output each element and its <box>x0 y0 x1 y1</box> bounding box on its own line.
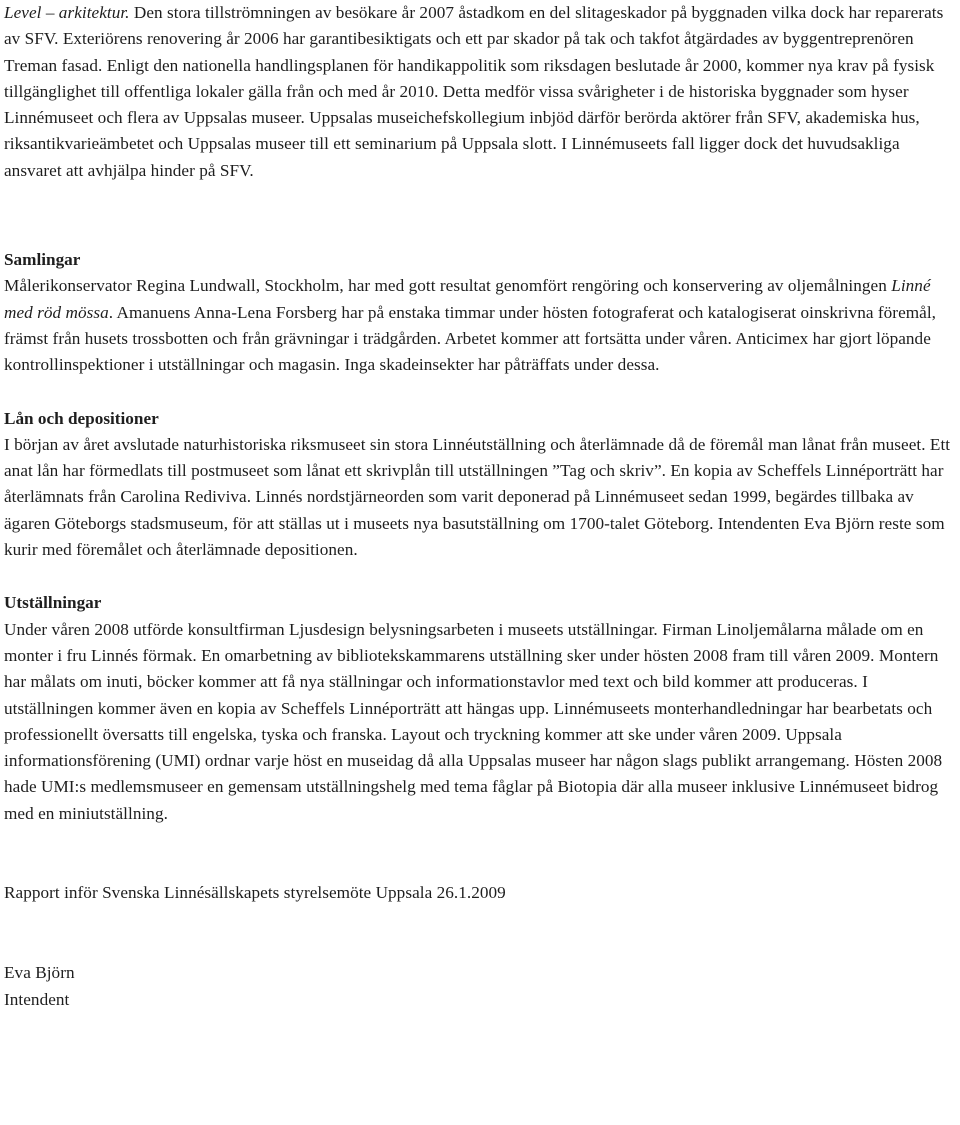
signature-block <box>4 960 956 1013</box>
document-page <box>4 0 956 1013</box>
lan-paragraph: I början av året avslutade naturhistoriska riksmuseet sin stora Linnéutställning och återlämnade då de föremål man lånat från museet. Ett anat lån har förmedlats till postmuseet som lånat ett skrivplån till utställningen ”Tag och skriv”. En kopia av Scheffels Linnéporträtt har återlämnats från Carolina Rediviva. Linnés nordstjärneorden som varit deponerad på Linnémuseet sedan 1999, begärdes tillbaka av ägaren Göteborgs stadsmuseum, för att ställas ut i museets nya basutställning om 1700-talet Göteborg. Intendenten Eva Björn reste som kurir med föremålet och återlämnade depositionen. <box>4 434 951 560</box>
signature-name: Eva Björn <box>4 963 75 983</box>
report-line: Rapport inför Svenska Linnésällskapets styrelsemöte Uppsala 26.1.2009 <box>4 883 506 903</box>
samlingar-text-before: Målerikonservator Regina Lundwall, Stockholm, har med gott resultat genomfört rengöring och konservering av oljemålningen <box>4 276 892 296</box>
section-heading-utstallningar: Utställningar <box>4 593 102 613</box>
section-heading-samlingar: Samlingar <box>4 250 81 270</box>
section-heading-lan-och-depositioner: Lån och depositioner <box>4 408 159 428</box>
signature-title: Intendent <box>4 989 70 1009</box>
utstallningar-paragraph: Under våren 2008 utförde konsultfirman Ljusdesign belysningsarbeten i museets utställningar. Firman Linoljemålarna målade om en monter i fru Linnés förmak. En omarbetning av bibliotekskammarens utställning sker under hösten 2008 fram till våren 2009. Montern har målats om inuti, böcker kommer att få nya ställningar och informationstavlor med text och bild kommer att produceras. I utställningen kommer även en kopia av Scheffels Linnéporträtt att hängas upp. Linnémuseets monterhandledningar har bearbetats och professionellt översatts till engelska, tyska och franska. Layout och tryckning kommer att ske under våren 2009. Uppsala informationsförening (UMI) ordnar varje höst en museidag då alla Uppsalas museer har någon slags publikt arrangemang. Hösten 2008 hade UMI:s medlemsmuseer en gemensam utställningshelg med tema fåglar på Biotopia där alla museer inklusive Linnémuseet bidrog med en miniutställning. <box>4 619 943 823</box>
samlingar-paragraph <box>4 273 956 378</box>
samlingar-text-after: . Amanuens Anna-Lena Forsberg har på enstaka timmar under hösten fotograferat och katalogiserat oinskrivna föremål, främst från husets trossbotten och från grävningar i trädgården. Arbetet kommer att fortsätta under våren. Anticimex har gjort löpande kontrollinspektioner i utställningar och magasin. Inga skadeinsekter har påträffats under dessa. <box>4 302 937 375</box>
painting-title: Linné med röd mössa <box>4 276 931 322</box>
intro-paragraph <box>4 0 956 184</box>
intro-lead-italic: Level – arkitektur. <box>4 3 130 22</box>
intro-text: Den stora tillströmningen av besökare år 2007 åstadkom en del slitageskador på byggnaden vilka dock har reparerats av SFV. Exteriörens renovering år 2006 har garantibesiktigats och ett par skador på tak och takfot åtgärdades av byggentreprenören Treman fasad. Enligt den nationella handlingsplanen för handikappolitik som riksdagen beslutade år 2000, kommer nya krav på fysisk tillgänglighet till offentliga lokaler gälla från och med år 2010. Detta medför vissa svårigheter i de historiska byggnader som hyser Linnémuseet och flera av Uppsalas museer. Uppsalas museichefskollegium inbjöd därför berörda aktörer från SFV, akademiska hus, riksantikvarieämbetet och Uppsalas museer till ett seminarium på Uppsala slott. I Linnémuseets fall ligger dock det huvudsakliga ansvaret att avhjälpa hinder på SFV. <box>4 3 944 180</box>
